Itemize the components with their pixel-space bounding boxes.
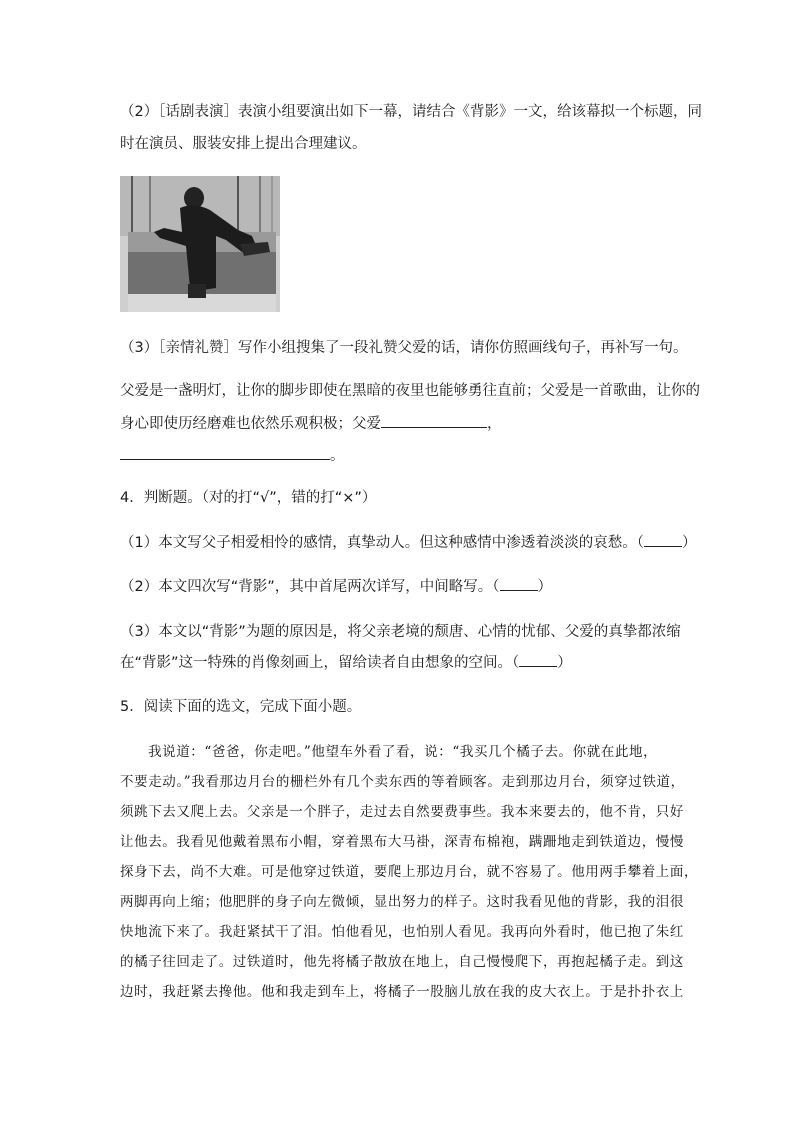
drama-scene-illustration	[120, 176, 280, 312]
passage-line: 的橘子往回走了。过铁道时，他先将橘子散放在地上，自己慢慢爬下，再抱起橘子走。到这	[120, 954, 684, 970]
passage-line: 快地流下来了。我赶紧拭干了泪。怕他看见，也怕别人看见。我再向外看时，他已抱了朱红	[120, 924, 684, 940]
q3-part2-prompt-cont: 时在演员、服装安排上提出合理建议。	[120, 136, 367, 152]
passage-line: 边时，我赶紧去搀他。他和我走到车上，将橘子一股脑儿放在我的皮大衣上。于是扑扑衣上	[120, 984, 684, 1000]
q4-item-3: （3）本文以“背影”为题的原因是，将父亲老境的颓唐、心情的忧郁、父爱的真挚都浓缩	[120, 624, 681, 640]
q3-part3-line3	[120, 445, 680, 466]
q4-item-3-cont-text: 在“背影”这一特殊的肖像刻画上，留给读者自由想象的空间。（	[120, 655, 520, 671]
q4-item-3-close: ）	[557, 655, 572, 671]
q3-part3-line1: 父爱是一盏明灯，让你的脚步即使在黑暗的夜里也能够勇往直前；父爱是一首歌曲，让你的	[120, 383, 700, 399]
q3-part3-prompt: （3）［亲情礼赞］写作小组搜集了一段礼赞父爱的话，请你仿照画线句子，再补写一句。	[120, 340, 688, 356]
q3-part3-line2-prefix: 身心即使历经磨难也依然乐观积极；父爱	[120, 416, 381, 432]
q4-item-3-answer-blank[interactable]	[519, 653, 557, 667]
passage-line: 我说道：“爸爸，你走吧。”他望车外看了看，说：“我买几个橘子去。你就在此地，	[148, 744, 658, 760]
passage-line: 让他去。我看见他戴着黑布小帽，穿着黑布大马褂，深青布棉袍，蹒跚地走到铁道边，慢慢	[120, 834, 684, 850]
passage-line: 不要走动。”我看那边月台的栅栏外有几个卖东西的等着顾客。走到那边月台，须穿过铁道，	[120, 774, 685, 790]
q4-item-2-close: ）	[537, 579, 552, 595]
passage-line: 须跳下去又爬上去。父亲是一个胖子，走过去自然要费事些。我本来要去的，他不肯，只好	[120, 804, 684, 820]
q4-item-2-answer-blank[interactable]	[500, 577, 538, 591]
q3-part3-line2-suffix: ，	[487, 416, 502, 432]
q5-heading: 5．阅读下面的选文，完成下面小题。	[120, 699, 362, 715]
q3-part3-line3-suffix: 。	[330, 448, 345, 464]
passage-line: 两脚再向上缩；他肥胖的身子向左微倾，显出努力的样子。这时我看见他的背影，我的泪很	[120, 894, 684, 910]
q4-item-3-cont	[120, 653, 680, 673]
q4-item-2-text: （2）本文四次写“背影”，其中首尾两次详写，中间略写。（	[120, 579, 500, 595]
q4-item-2	[120, 577, 680, 597]
q3-part3-line2	[120, 413, 680, 434]
q4-item-1	[120, 533, 697, 553]
answer-blank-2[interactable]	[120, 445, 330, 460]
q4-item-1-close: ）	[681, 535, 697, 551]
q3-part2-prompt: （2）［话剧表演］表演小组要演出如下一幕，请结合《背影》一文，给该幕拟一个标题，同	[120, 104, 702, 120]
father-climbing-platform-image	[120, 176, 280, 312]
q4-item-1-text: （1）本文写父子相爱相怜的感情，真挚动人。但这种感情中渗透着淡淡的哀愁。（	[120, 535, 644, 551]
q4-item-1-answer-blank[interactable]	[644, 533, 682, 547]
passage-line: 探身下去，尚不大难。可是他穿过铁道，要爬上那边月台，就不容易了。他用两手攀着上面，	[120, 864, 699, 880]
q4-heading: 4．判断题。（对的打“√”，错的打“×”）	[120, 490, 377, 506]
answer-blank-1[interactable]	[381, 413, 487, 428]
